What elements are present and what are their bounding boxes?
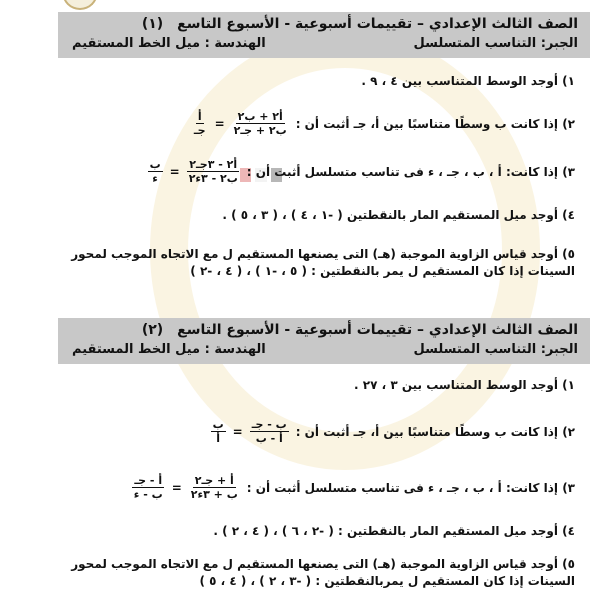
denominator: جـ bbox=[193, 124, 206, 137]
worksheet-number: (١) bbox=[141, 16, 164, 32]
question-text: ٣) إذا كانت: أ ، ب ، جـ ، ء فى تناسب متسلسل أثبت أن : bbox=[246, 480, 575, 495]
ws1-question-3 bbox=[145, 158, 575, 185]
ws2-question-1: ١) أوجد الوسط المتناسب بين ٣ ، ٢٧ . bbox=[354, 378, 575, 392]
geometry-topic: الهندسة : ميل الخط المستقيم bbox=[72, 36, 266, 51]
numerator: أ bbox=[197, 110, 202, 123]
fraction bbox=[232, 110, 289, 137]
worksheet-2-header bbox=[58, 318, 590, 364]
denominator: أ - ب bbox=[255, 432, 283, 445]
fraction bbox=[187, 158, 240, 185]
numerator: أ٢ + ب٢ bbox=[237, 110, 283, 123]
numerator: ب bbox=[149, 158, 161, 171]
fraction bbox=[250, 418, 289, 445]
equals-sign: = bbox=[232, 424, 243, 439]
denominator: ب٢ - ٣ء٢ bbox=[188, 172, 238, 185]
ws1-question-4: ٤) أوجد ميل المستقيم المار بالنقطتين ( -١ ، ٤ ) ، ( ٣ ، ٥ ) . bbox=[222, 208, 575, 222]
numerator: أ - جـ bbox=[134, 474, 163, 487]
algebra-topic: الجبر: التناسب المتسلسل bbox=[413, 342, 578, 357]
algebra-topic: الجبر: التناسب المتسلسل bbox=[413, 36, 578, 51]
fraction bbox=[132, 474, 165, 501]
denominator: ب + ٣ء٢ bbox=[190, 488, 238, 501]
fraction bbox=[211, 418, 226, 445]
worksheet-title: الصف الثالث الإعدادي – تقييمات أسبوعية - الأسبوع التاسع bbox=[177, 16, 578, 32]
fraction bbox=[192, 110, 208, 137]
question-text: ٢) إذا كانت ب وسطًا متناسبًا بين أ، جـ أثبت أن : bbox=[295, 116, 575, 131]
ws2-question-2 bbox=[208, 418, 575, 445]
question-text: ٣) إذا كانت: أ ، ب ، جـ ، ء فى تناسب متسلسل أثبت أن : bbox=[246, 164, 575, 179]
ministry-logo-fragment bbox=[62, 0, 98, 10]
worksheet-number: (٢) bbox=[141, 322, 164, 338]
equals-sign: = bbox=[171, 480, 182, 495]
numerator: أ٢ - ٣جـ٢ bbox=[189, 158, 238, 171]
denominator: ب - ء bbox=[133, 488, 163, 501]
denominator: ب٢ + جـ٢ bbox=[233, 124, 287, 137]
numerator: ب bbox=[212, 418, 224, 431]
numerator: ب - جـ bbox=[251, 418, 287, 431]
denominator: ء bbox=[152, 172, 158, 185]
fraction bbox=[189, 474, 240, 501]
ws2-question-4: ٤) أوجد ميل المستقيم المار بالنقطتين : ( -٢ ، ٦ ) ، ( ٤ ، ٢ ) . bbox=[213, 524, 575, 538]
fraction bbox=[148, 158, 163, 185]
numerator: أ + جـ٢ bbox=[194, 474, 234, 487]
worksheet-1-header bbox=[58, 12, 590, 58]
equals-sign: = bbox=[214, 116, 225, 131]
ws1-question-1: ١) أوجد الوسط المتناسب بين ٤ ، ٩ . bbox=[361, 74, 575, 88]
denominator: أ bbox=[216, 432, 221, 445]
worksheet-title: الصف الثالث الإعدادي – تقييمات أسبوعية - الأسبوع التاسع bbox=[177, 322, 578, 338]
ws1-question-2 bbox=[189, 110, 575, 137]
geometry-topic: الهندسة : ميل الخط المستقيم bbox=[72, 342, 266, 357]
equals-sign: = bbox=[169, 164, 180, 179]
ws2-question-5: ٥) أوجد قياس الزاوية الموجبة (هـ) التى يصنعها المستقيم ل مع الاتجاه الموجب لمحور السينات إذا كان المستقيم ل يمربالنقطتين : ( -٣ ، ٢ ) ، ( ٤ ، ٥ ) bbox=[71, 557, 575, 588]
ws1-question-5: ٥) أوجد قياس الزاوية الموجبة (هـ) التى يصنعها المستقيم ل مع الاتجاه الموجب لمحور السينات إذا كان المستقيم ل يمر بالنقطتين : ( ٥ ، -١ ) ، ( ٤ ، -٢ ) bbox=[71, 247, 575, 278]
ws2-question-3 bbox=[129, 474, 575, 501]
question-text: ٢) إذا كانت ب وسطًا متناسبًا بين أ، جـ أثبت أن : bbox=[295, 424, 575, 439]
